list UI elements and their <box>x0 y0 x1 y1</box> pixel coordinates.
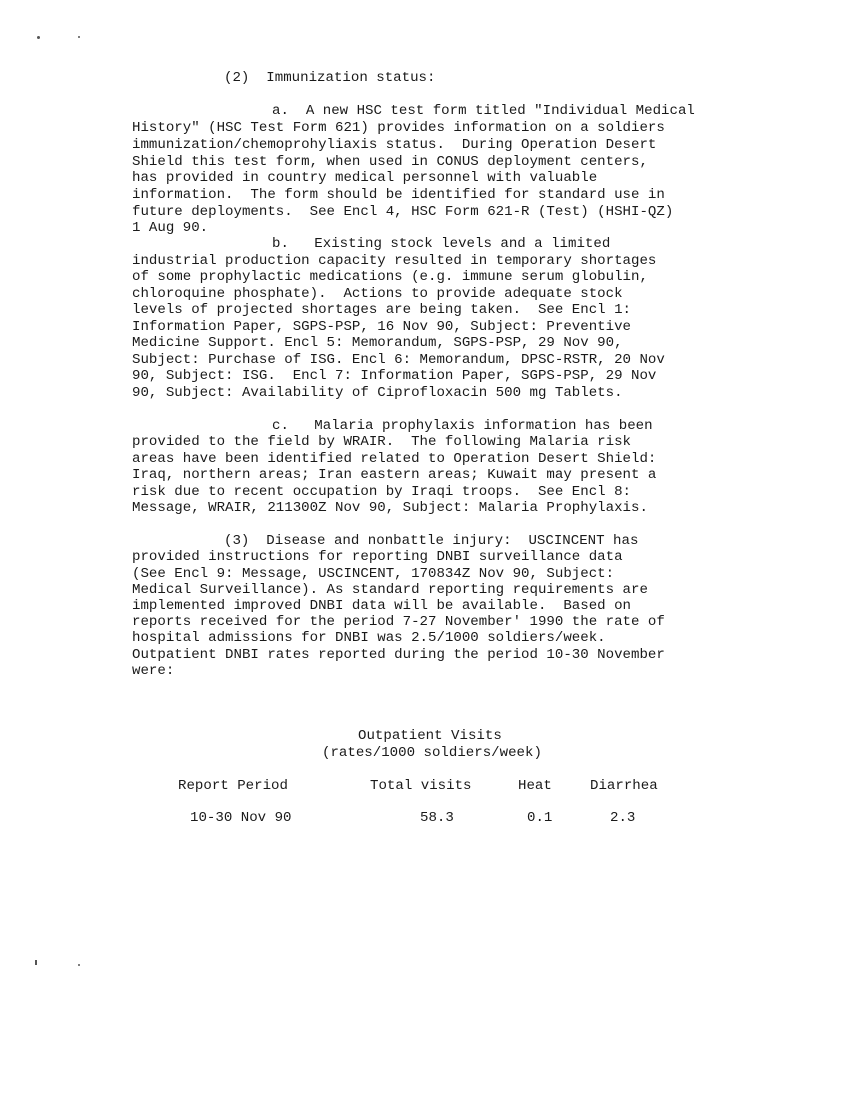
para-3-line: hospital admissions for DNBI was 2.5/1000 soldiers/week. <box>132 630 606 646</box>
table-header-diarrhea: Diarrhea <box>590 778 658 794</box>
para-b-line: b. Existing stock levels and a limited <box>272 236 611 252</box>
para-3-line: (3) Disease and nonbattle injury: USCINCENT has <box>224 533 639 549</box>
table-header-heat: Heat <box>518 778 552 794</box>
table-cell-diarrhea: 2.3 <box>610 810 636 826</box>
section-heading: (2) Immunization status: <box>224 70 436 86</box>
para-c-line: areas have been identified related to Operation Desert Shield: <box>132 451 657 467</box>
para-b-line: Medicine Support. Encl 5: Memorandum, SGPS-PSP, 29 Nov 90, <box>132 335 623 351</box>
scan-speck <box>78 36 80 38</box>
para-a-line: has provided in country medical personnel with valuable <box>132 170 598 186</box>
scan-speck <box>78 964 80 966</box>
table-cell-report-period: 10-30 Nov 90 <box>190 810 292 826</box>
para-b-line: Information Paper, SGPS-PSP, 16 Nov 90, Subject: Preventive <box>132 319 631 335</box>
para-3-line: (See Encl 9: Message, USCINCENT, 170834Z Nov 90, Subject: <box>132 566 615 582</box>
para-b-line: levels of projected shortages are being taken. See Encl 1: <box>132 302 631 318</box>
para-c-line: risk due to recent occupation by Iraqi troops. See Encl 8: <box>132 484 631 500</box>
para-b-line: Subject: Purchase of ISG. Encl 6: Memorandum, DPSC-RSTR, 20 Nov <box>132 352 665 368</box>
para-a-line: 1 Aug 90. <box>132 220 209 236</box>
para-3-line: Medical Surveillance). As standard reporting requirements are <box>132 582 648 598</box>
para-c-line: Message, WRAIR, 211300Z Nov 90, Subject: Malaria Prophylaxis. <box>132 500 648 516</box>
table-header-total-visits: Total visits <box>370 778 472 794</box>
para-3-line: were: <box>132 663 175 679</box>
para-b-line: 90, Subject: Availability of Ciprofloxacin 500 mg Tablets. <box>132 385 623 401</box>
table-cell-total-visits: 58.3 <box>420 810 454 826</box>
scan-speck <box>35 960 37 965</box>
scan-speck <box>37 36 40 39</box>
para-3-line: Outpatient DNBI rates reported during the period 10-30 November <box>132 647 665 663</box>
para-b-line: chloroquine phosphate). Actions to provide adequate stock <box>132 286 623 302</box>
para-b-line: 90, Subject: ISG. Encl 7: Information Paper, SGPS-PSP, 29 Nov <box>132 368 657 384</box>
para-a-line: information. The form should be identified for standard use in <box>132 187 665 203</box>
para-a-line: future deployments. See Encl 4, HSC Form 621-R (Test) (HSHI-QZ) <box>132 204 674 220</box>
para-b-line: of some prophylactic medications (e.g. immune serum globulin, <box>132 269 648 285</box>
para-b-line: industrial production capacity resulted in temporary shortages <box>132 253 657 269</box>
para-a-line: Shield this test form, when used in CONUS deployment centers, <box>132 154 648 170</box>
table-header-report-period: Report Period <box>178 778 288 794</box>
table-cell-heat: 0.1 <box>527 810 553 826</box>
para-a-line: History" (HSC Test Form 621) provides information on a soldiers <box>132 120 665 136</box>
para-3-line: implemented improved DNBI data will be available. Based on <box>132 598 631 614</box>
para-a-line: immunization/chemoprohyliaxis status. During Operation Desert <box>132 137 657 153</box>
para-3-line: provided instructions for reporting DNBI surveillance data <box>132 549 623 565</box>
para-a-line: a. A new HSC test form titled "Individual Medical <box>272 103 695 119</box>
table-title: Outpatient Visits <box>358 728 502 744</box>
para-3-line: reports received for the period 7-27 November' 1990 the rate of <box>132 614 665 630</box>
table-subtitle: (rates/1000 soldiers/week) <box>322 745 542 761</box>
para-c-line: c. Malaria prophylaxis information has been <box>272 418 653 434</box>
para-c-line: provided to the field by WRAIR. The following Malaria risk <box>132 434 631 450</box>
para-c-line: Iraq, northern areas; Iran eastern areas; Kuwait may present a <box>132 467 657 483</box>
